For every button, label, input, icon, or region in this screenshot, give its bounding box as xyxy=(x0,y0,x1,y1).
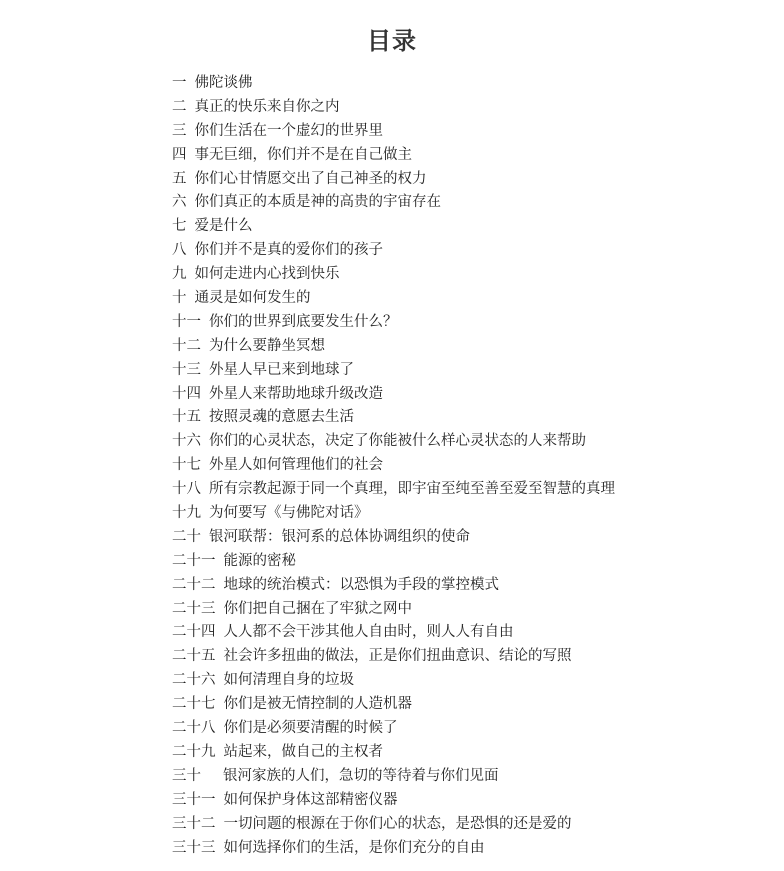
toc-item-number: 二十九 xyxy=(172,743,216,760)
toc-item-title: 银河联帮：银河系的总体协调组织的使命 xyxy=(209,528,470,545)
toc-item-number: 五 xyxy=(172,170,187,187)
toc-item xyxy=(172,502,615,526)
toc-item-number: 四 xyxy=(172,146,187,163)
toc-item xyxy=(172,837,615,861)
toc-item-number: 二十 xyxy=(172,528,201,545)
toc-item-number: 十二 xyxy=(172,337,201,354)
toc-item-title: 事无巨细，你们并不是在自己做主 xyxy=(194,146,412,163)
toc-item-title: 通灵是如何发生的 xyxy=(194,290,311,307)
toc-item xyxy=(172,72,615,96)
toc-item-number: 十三 xyxy=(172,361,201,378)
toc-item-number: 二十二 xyxy=(172,576,216,593)
toc-item-number: 三十三 xyxy=(172,839,216,856)
toc-item xyxy=(172,574,615,598)
toc-item-number: 十六 xyxy=(172,433,201,450)
toc-item xyxy=(172,813,615,837)
toc-item-title: 如何选择你们的生活，是你们充分的自由 xyxy=(223,839,485,856)
toc-item-number: 三十二 xyxy=(172,815,216,832)
toc-item-title: 按照灵魂的意愿去生活 xyxy=(209,409,354,426)
toc-item-title: 外星人来帮助地球升级改造 xyxy=(209,385,383,402)
toc-item-title: 地球的统治模式：以恐惧为手段的掌控模式 xyxy=(223,576,499,593)
toc-item-title: 如何走进内心找到快乐 xyxy=(194,266,340,283)
toc-item-number: 八 xyxy=(172,242,187,259)
toc-item xyxy=(172,741,615,765)
toc-item xyxy=(172,311,615,335)
toc-item xyxy=(172,120,615,144)
toc-item xyxy=(172,144,615,168)
toc-item xyxy=(172,669,615,693)
toc-item xyxy=(172,789,615,813)
toc-item-number: 二 xyxy=(172,98,187,115)
toc-item-number: 二十六 xyxy=(172,672,216,689)
toc-item-title: 人人都不会干涉其他人自由时，则人人有自由 xyxy=(223,624,514,641)
toc-item xyxy=(172,383,615,407)
toc-item-number: 二十一 xyxy=(172,552,216,569)
toc-item-title: 你们的世界到底要发生什么？ xyxy=(209,313,398,330)
toc-item-title: 如何保护身体这部精密仪器 xyxy=(223,791,398,808)
toc-item-title: 外星人早已来到地球了 xyxy=(209,361,354,378)
toc-item-number: 二十八 xyxy=(172,720,216,737)
toc-item-title: 你们是必须要清醒的时候了 xyxy=(223,720,398,737)
toc-item-title: 你们并不是真的爱你们的孩子 xyxy=(194,242,383,259)
toc-item xyxy=(172,430,615,454)
toc-item xyxy=(172,287,615,311)
toc-item-number: 十七 xyxy=(172,457,201,474)
toc-item-title: 爱是什么 xyxy=(194,218,253,235)
toc-item-title: 你们心甘情愿交出了自己神圣的权力 xyxy=(194,170,427,187)
toc-item xyxy=(172,215,615,239)
toc-item-title: 所有宗教起源于同一个真理，即宇宙至纯至善至爱至智慧的真理 xyxy=(209,481,615,498)
toc-item-number: 七 xyxy=(172,218,187,235)
toc-item-number: 二十七 xyxy=(172,696,216,713)
toc-item-title: 银河家族的人们，急切的等待着与你们见面 xyxy=(223,767,499,784)
toc-item xyxy=(172,598,615,622)
toc-item xyxy=(172,406,615,430)
toc-item-number: 一 xyxy=(172,75,187,91)
toc-item xyxy=(172,239,615,263)
toc-item-number: 二十四 xyxy=(172,624,216,641)
toc-item xyxy=(172,621,615,645)
toc-item-number: 十一 xyxy=(172,313,201,330)
toc-item-number: 十九 xyxy=(172,505,201,522)
toc-item-title: 为什么要静坐冥想 xyxy=(209,337,325,354)
toc-item-number: 二十三 xyxy=(172,600,216,617)
toc-item-title: 站起来，做自己的主权者 xyxy=(223,743,383,760)
toc-item xyxy=(172,645,615,669)
toc-item-title: 一切问题的根源在于你们心的状态，是恐惧的还是爱的 xyxy=(223,815,572,832)
toc-item xyxy=(172,526,615,550)
toc-item-title: 社会许多扭曲的做法，正是你们扭曲意识、结论的写照 xyxy=(223,648,572,665)
toc-item-number: 二十五 xyxy=(172,648,216,665)
toc-item-title: 你们把自己捆在了牢狱之网中 xyxy=(223,600,412,617)
toc-item-title: 你们是被无情控制的人造机器 xyxy=(223,696,412,713)
toc-item-number: 十 xyxy=(172,290,187,307)
toc-item-number: 九 xyxy=(172,266,187,283)
toc-item xyxy=(172,550,615,574)
toc-item-number: 三十 xyxy=(172,767,201,784)
toc-item-number: 十四 xyxy=(172,385,201,402)
toc-item-title: 真正的快乐来自你之内 xyxy=(194,98,340,115)
toc-item-title: 如何清理自身的垃圾 xyxy=(223,672,354,689)
table-of-contents xyxy=(172,72,615,860)
toc-item-number: 十五 xyxy=(172,409,201,426)
toc-item xyxy=(172,359,615,383)
toc-item-title: 你们生活在一个虚幻的世界里 xyxy=(194,122,383,139)
toc-item xyxy=(172,96,615,120)
toc-item xyxy=(172,191,615,215)
toc-item-title: 能源的密秘 xyxy=(223,552,296,569)
toc-item xyxy=(172,693,615,717)
toc-item-number: 十八 xyxy=(172,481,201,498)
toc-item xyxy=(172,717,615,741)
toc-item-title: 佛陀谈佛 xyxy=(194,75,253,91)
toc-item xyxy=(172,263,615,287)
toc-item-number: 三 xyxy=(172,122,187,139)
toc-item xyxy=(172,168,615,192)
toc-item xyxy=(172,454,615,478)
toc-item xyxy=(172,478,615,502)
toc-item xyxy=(172,335,615,359)
toc-item xyxy=(172,765,615,789)
toc-item-title: 外星人如何管理他们的社会 xyxy=(209,457,383,474)
toc-item-title: 你们真正的本质是神的高贵的宇宙存在 xyxy=(194,194,441,211)
toc-item-title: 你们的心灵状态，决定了你能被什么样心灵状态的人来帮助 xyxy=(209,433,586,450)
toc-item-number: 三十一 xyxy=(172,791,216,808)
toc-item-number: 六 xyxy=(172,194,187,211)
toc-item-title: 为何要写《与佛陀对话》 xyxy=(209,505,369,522)
page-title: 目录 xyxy=(367,27,417,55)
